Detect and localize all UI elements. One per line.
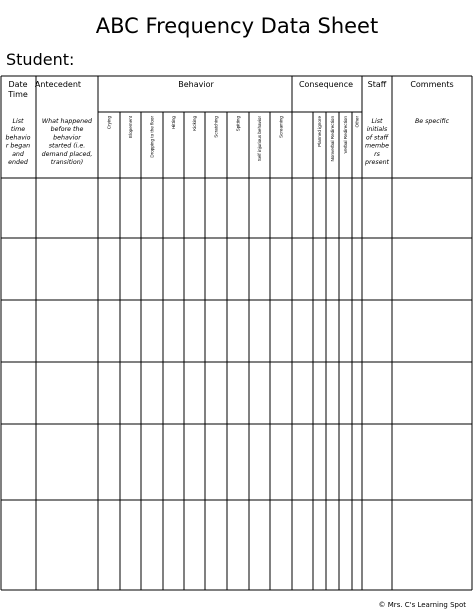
date-time-description-line: behavio <box>5 134 31 142</box>
comments-header: Comments <box>410 80 454 89</box>
consequence-header: Consequence <box>298 80 354 89</box>
date-time-description-line: time <box>10 126 26 134</box>
consequence-label-other: Other <box>354 116 360 128</box>
behavior-label-hitting: Hitting <box>171 116 177 130</box>
page-title: ABC Frequency Data Sheet <box>95 14 379 38</box>
antecedent-header: Antecedent <box>34 80 82 89</box>
consequence-label-verbal-redirection: Verbal Redirection <box>343 116 349 154</box>
footer-copyright: © Mrs. C's Learning Spot <box>378 601 466 609</box>
behavior-label-kicking: Kicking <box>192 116 198 131</box>
behavior-label-scratching: Scratching <box>213 116 219 138</box>
staff-header: Staff <box>367 80 387 89</box>
date-time-description-line: r began <box>5 142 31 150</box>
antecedent-description-line: behavior <box>53 134 81 142</box>
behavior-label-spitting: Spitting <box>235 116 241 132</box>
antecedent-description-line: started (i.e. <box>48 142 86 150</box>
comments-description-line: Be specific <box>414 118 450 125</box>
behavior-label-screaming: Screaming <box>278 116 284 138</box>
behavior-label-self-injurious-behavior: Self injurious behavior <box>257 116 263 162</box>
date-time-description-line: List <box>12 118 24 125</box>
antecedent-description-line: What happened <box>41 118 93 125</box>
behavior-header: Behavior <box>178 80 214 89</box>
antecedent-description-line: before the <box>50 126 84 134</box>
staff-description-line: of staff <box>365 134 389 142</box>
date-time-description-line: ended <box>8 159 28 166</box>
consequence-label-planned-ignore: Planned ignore <box>317 116 323 147</box>
staff-description-line: present <box>364 159 390 166</box>
antecedent-description-line: transition) <box>50 159 84 166</box>
date-time-description-line: and <box>12 150 24 158</box>
antecedent-description-line: demand placed, <box>41 150 93 158</box>
behavior-label-dropping-to-the-floor: Dropping to the floor <box>149 116 155 158</box>
staff-description-line: membe <box>364 142 390 150</box>
staff-description-line: List <box>371 118 383 125</box>
date-header-line1: Date <box>8 80 28 89</box>
time-header-line2: Time <box>8 90 28 99</box>
behavior-label-elopement: Elopement <box>128 116 134 138</box>
behavior-label-crying: Crying <box>106 116 112 130</box>
consequence-label-nonverbal-redirection: Nonverbal Redirection <box>330 116 336 162</box>
staff-description-line: rs <box>374 150 380 158</box>
student-label: Student: <box>6 50 75 69</box>
staff-description-line: initials <box>366 126 388 134</box>
